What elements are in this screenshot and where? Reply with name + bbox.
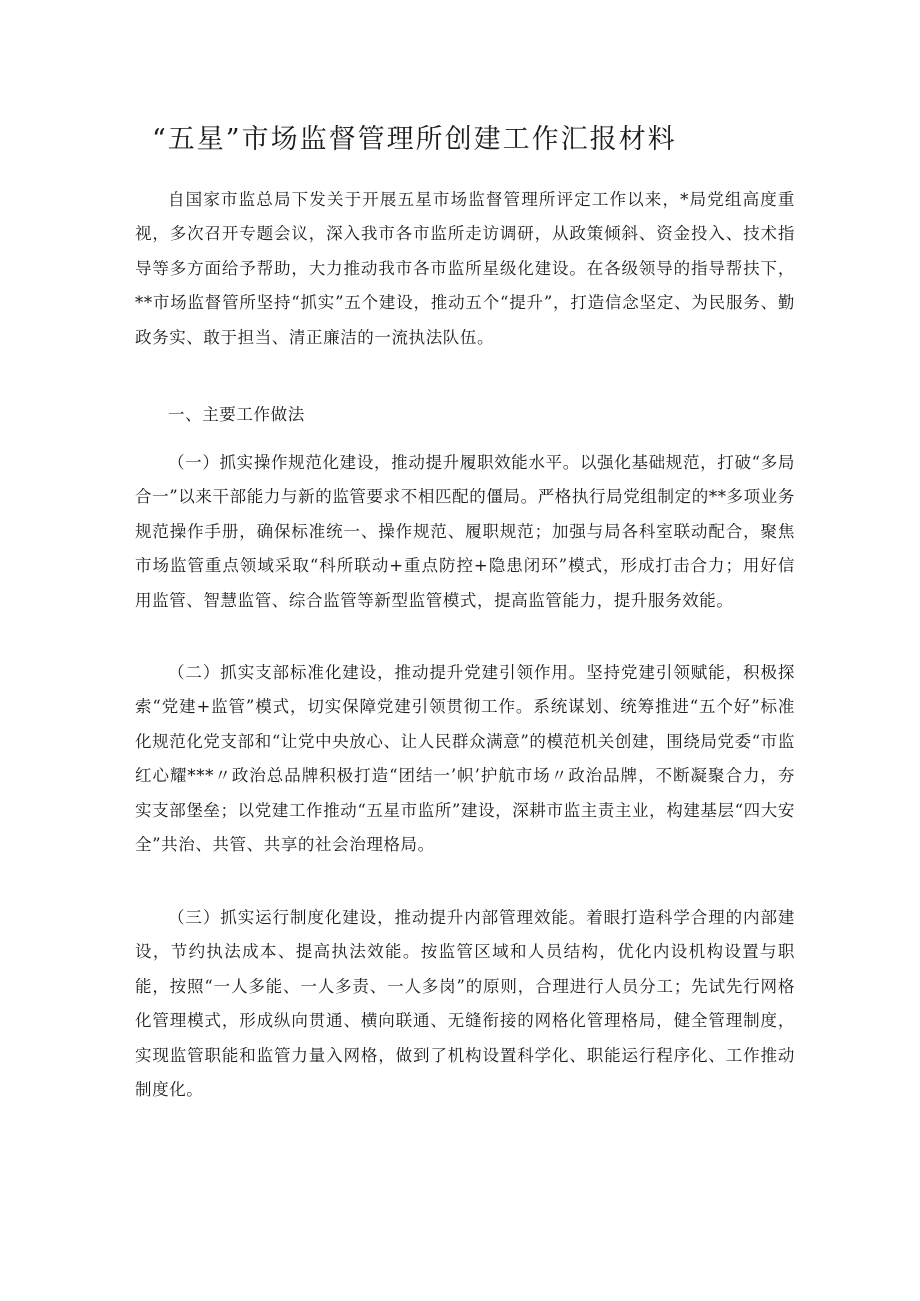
intro-paragraph: 自国家市监总局下发关于开展五星市场监督管理所评定工作以来，*局党组高度重视，多次召开专题会议，深入我市各市监所走访调研，从政策倾斜、资金投入、技术指导等多方面给予帮助，大力推动我市各市监所星级化建设。在各级领导的指导帮扶下，**市场监督管所坚持“抓实”五个建设，推动五个“提升”，打造信念坚定、为民服务、勤政务实、敢于担当、清正廉洁的一流执法队伍。 [135, 190, 795, 347]
body-paragraph-2: （二）抓实支部标准化建设，推动提升党建引领作用。坚持党建引领赋能，积极探索“党建+监管”模式，切实保障党建引领贯彻工作。系统谋划、统筹推进“五个好”标准化规范化党支部和“让党中央放心、让人民群众满意”的模范机关创建，围绕局党委“市监红心耀***〃政治总品牌积极打造“团结一’帜’护航市场〃政治品牌，不断凝聚合力，夯实支部堡垒；以党建工作推动“五星市监所”建设，深耕市监主责主业，构建基层“四大安全”共治、共管、共享的社会治理格局。 [135, 663, 795, 855]
document-title: “五星”市场监督管理所创建工作汇报材料 [152, 124, 677, 155]
body-paragraph-3: （三）抓实运行制度化建设，推动提升内部管理效能。着眼打造科学合理的内部建设，节约执法成本、提高执法效能。按监管区域和人员结构，优化内设机构设置与职能，按照“一人多能、一人多责、一人多岗”的原则，合理进行人员分工；先试先行网格化管理模式，形成纵向贯通、横向联通、无缝衔接的网格化管理格局，健全管理制度，实现监管职能和监管力量入网格，做到了机构设置科学化、职能运行程序化、工作推动制度化。 [135, 908, 795, 1100]
section-heading: 一、主要工作做法 [168, 405, 305, 424]
body-paragraph-1: （一）抓实操作规范化建设，推动提升履职效能水平。以强化基础规范，打破“多局合一”以来干部能力与新的监管要求不相匹配的僵局。严格执行局党组制定的**多项业务规范操作手册，确保标准统一、操作规范、履职规范；加强与局各科室联动配合，聚焦市场监管重点领域采取“科所联动+重点防控+隐患闭环”模式，形成打击合力；用好信用监管、智慧监管、综合监管等新型监管模式，提高监管能力，提升服务效能。 [135, 453, 795, 610]
